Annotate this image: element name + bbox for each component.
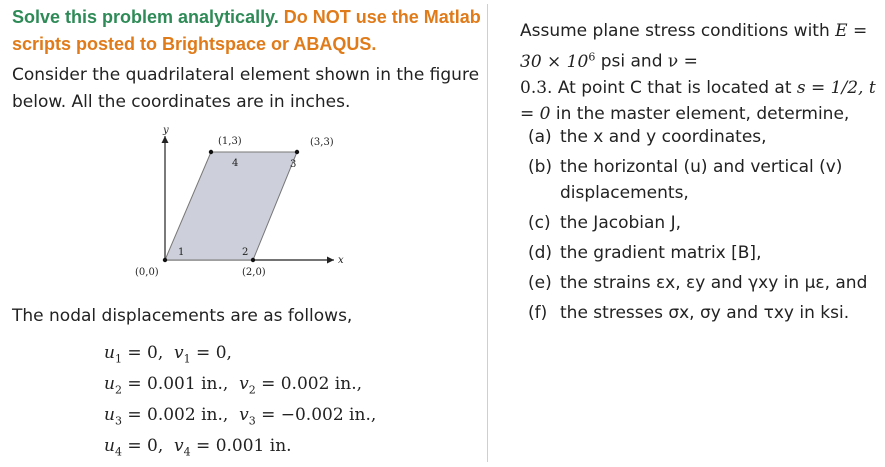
quad-element: [165, 152, 297, 260]
node-4-id: 4: [232, 158, 239, 169]
nodal-displacements-intro: The nodal displacements are as follows,: [12, 306, 353, 326]
displacement-row: $u_4 = 0$, $v_4 = 0.001$ in.: [104, 436, 292, 459]
task-item-e: (e) the strains εx, εy and γxy in με, and: [528, 273, 868, 293]
node-3-id: 3: [290, 159, 297, 170]
problem-intro: Consider the quadrilateral element shown in the figure below. All the coordinates are in inches.: [12, 65, 480, 112]
task-item-d: (d) the gradient matrix [B],: [528, 243, 762, 263]
left-column: [12, 0, 482, 466]
task-item-c: (c) the Jacobian J,: [528, 213, 682, 233]
task-item-b: (b) the horizontal (u) and vertical (v) displacements,: [528, 157, 843, 203]
node-1-coord: (0,0): [135, 267, 159, 278]
displacement-row: $u_1 = 0$, $v_1 = 0$,: [104, 343, 232, 366]
displacement-equations: [104, 338, 376, 462]
node-3-dot: [295, 150, 299, 154]
node-2-dot: [251, 258, 255, 262]
node-3-coord: (3,3): [310, 137, 334, 148]
assumptions-paragraph: Assume plane stress conditions with $E = 30 \times 10^6$ psi and ν = 0.3. At point C that is located at s = 1/2, t = 0 in the master element, determine,: [520, 21, 876, 124]
task-list: [528, 124, 873, 330]
x-axis-label: x: [338, 255, 344, 266]
instruction-warning: [12, 4, 482, 58]
column-divider: [487, 4, 488, 462]
warning-part-2: Do NOT use the Matlab scripts posted to Brightspace or ABAQUS.: [12, 7, 481, 54]
node-2-id: 2: [242, 247, 249, 258]
node-2-coord: (2,0): [242, 267, 266, 278]
y-axis-label: y: [163, 125, 169, 136]
right-column: [520, 0, 880, 466]
warning-part-1: Solve this problem analytically.: [12, 7, 279, 27]
task-item-f: (f) the stresses σx, σy and τxy in ksi.: [528, 303, 850, 323]
element-figure: [132, 122, 372, 292]
node-4-dot: [209, 150, 213, 154]
node-4-coord: (1,3): [218, 136, 242, 147]
displacement-row: $u_2 = 0.001$ in., $v_2 = 0.002$ in.,: [104, 374, 363, 397]
task-item-a: (a) the x and y coordinates,: [528, 127, 767, 147]
displacement-row: $u_3 = 0.002$ in., $v_3 = -0.002$ in.,: [104, 405, 377, 428]
node-1-id: 1: [178, 247, 185, 258]
node-1-dot: [163, 258, 167, 262]
